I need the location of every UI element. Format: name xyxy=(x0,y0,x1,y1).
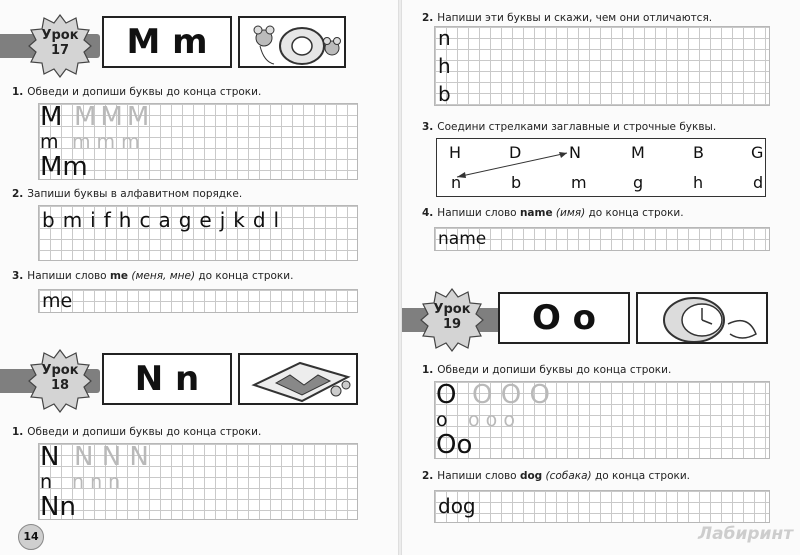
letter-n: n xyxy=(438,26,451,50)
lesson-18-badge xyxy=(28,349,92,413)
lesson-17-task-2: 2. Запиши буквы в алфавитном порядке. xyxy=(12,188,243,200)
lesson-18-task-1: 1. Обведи и допиши буквы до конца строки. xyxy=(12,426,262,438)
lesson-19-letters: O o xyxy=(498,292,630,344)
lesson-17-number: 17 xyxy=(50,43,70,58)
letter-n-box-icon xyxy=(238,353,358,405)
mice-and-letter-o-icon xyxy=(238,16,346,68)
lesson-17-letters: M m xyxy=(102,16,232,68)
lesson-17-task-3: 3. Напиши слово me (меня, мне) до конца строки. xyxy=(12,270,294,282)
lesson-18-label: Урок xyxy=(41,363,79,378)
right-task-2-grid xyxy=(434,26,770,106)
lesson-19-task-2: 2. Напиши слово dog (собака) до конца строки. xyxy=(422,470,691,482)
o-pair-sample: Oo xyxy=(436,430,473,460)
upper-letter-m: M xyxy=(631,143,645,162)
o-lower-sample: o xyxy=(436,409,448,431)
lesson-18-number: 18 xyxy=(50,378,70,393)
clock-letter-o-icon xyxy=(636,292,768,344)
lesson-17-task-3-grid xyxy=(38,289,358,313)
right-page xyxy=(402,0,800,555)
page-number: 14 xyxy=(18,524,44,550)
right-task-2: 2. Напиши эти буквы и скажи, чем они отличаются. xyxy=(422,12,713,24)
lesson-19-task-1: 1. Обведи и допиши буквы до конца строки. xyxy=(422,364,672,376)
lesson-17-task-1: 1. Обведи и допиши буквы до конца строки. xyxy=(12,86,262,98)
upper-letter-b: B xyxy=(693,143,704,162)
o-upper-sample: O xyxy=(436,380,457,410)
lesson-17-label: Урок xyxy=(41,28,79,43)
n-pair-sample: Nn xyxy=(40,492,76,522)
n-lower-sample: n xyxy=(40,471,53,493)
lower-letter-g: g xyxy=(633,173,644,192)
right-task-4: 4. Напиши слово name (имя) до конца строки. xyxy=(422,207,684,219)
word-name-sample: name xyxy=(438,229,487,249)
upper-letter-d: D xyxy=(509,143,522,162)
lesson-19-task-2-grid xyxy=(434,490,770,523)
word-dog-sample: dog xyxy=(438,494,476,518)
upper-letter-g: G xyxy=(751,143,764,162)
m-upper-sample: M xyxy=(40,102,63,132)
letter-h: h xyxy=(438,54,451,78)
word-me-sample: me xyxy=(42,290,73,312)
alphabet-sequence: bmifhcagejkdl xyxy=(42,208,288,232)
lesson-19-number: 19 xyxy=(442,317,462,332)
m-upper-trace: MMM xyxy=(74,102,154,132)
lesson-18-letters: N n xyxy=(102,353,232,405)
lower-letter-b: b xyxy=(511,173,522,192)
lower-letter-m: m xyxy=(571,173,587,192)
n-upper-sample: N xyxy=(40,442,60,472)
labirint-watermark: Лабиринт xyxy=(698,524,794,544)
n-lower-trace: n n n xyxy=(72,471,121,493)
o-lower-trace: o o o xyxy=(468,409,515,431)
lower-letter-n: n xyxy=(451,173,462,192)
letter-b: b xyxy=(438,82,451,106)
m-pair-sample: Mm xyxy=(40,152,88,182)
left-page xyxy=(0,0,398,555)
lower-letter-d: d xyxy=(753,173,764,192)
n-upper-trace: N N N xyxy=(74,442,149,472)
m-lower-trace: m m m xyxy=(72,131,140,153)
upper-letter-h: H xyxy=(449,143,462,162)
lesson-19-label: Урок xyxy=(433,302,471,317)
upper-letter-n: N xyxy=(569,143,581,162)
m-lower-sample: m xyxy=(40,131,59,153)
o-upper-trace: O O O xyxy=(472,380,550,410)
lower-letter-h: h xyxy=(693,173,704,192)
right-task-3: 3. Соедини стрелками заглавные и строчные буквы. xyxy=(422,121,717,133)
matching-box xyxy=(436,138,766,197)
lesson-17-badge xyxy=(28,14,92,78)
lesson-19-badge xyxy=(420,288,484,352)
